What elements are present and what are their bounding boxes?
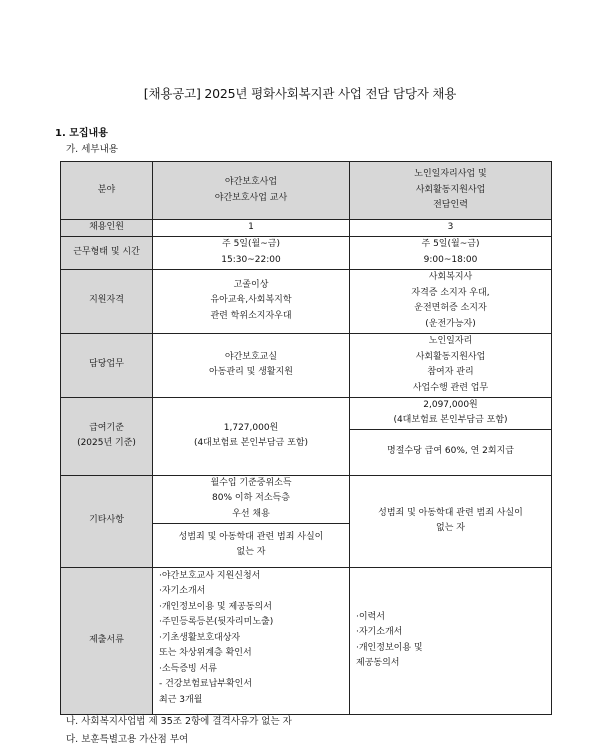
cell: 사회복지사 자격증 소지자 우대, 운전면허증 소지자 (운전가능자) bbox=[350, 269, 552, 333]
note-eligibility: 나. 사회복지사업법 제 35조 2항에 결격사유가 없는 자 bbox=[66, 716, 292, 727]
row-label-etc: 기타사항 bbox=[61, 475, 153, 567]
row-label-work: 근무형태 및 시간 bbox=[61, 236, 153, 269]
documents-list-senior-jobs: ·이력서 ·자기소개서 ·개인정보이용 및 제공동의서 bbox=[350, 567, 552, 714]
cell: 성범죄 및 아동학대 관련 범죄 사실이 없는 자 bbox=[153, 523, 350, 567]
page-title: [채용공고] 2025년 평화사회복지관 사업 전담 담당자 채용 bbox=[143, 86, 457, 101]
section-heading: 1. 모집내용 bbox=[55, 128, 108, 139]
header-field-label: 분야 bbox=[61, 162, 153, 220]
table-row bbox=[61, 397, 552, 429]
subsection-heading: 가. 세부내용 bbox=[66, 144, 118, 155]
cell: 주 5일(월~금) 9:00~18:00 bbox=[350, 236, 552, 269]
cell: 명절수당 급여 60%, 연 2회지급 bbox=[350, 429, 552, 475]
cell: 성범죄 및 아동학대 관련 범죄 사실이 없는 자 bbox=[350, 475, 552, 567]
row-label-qualification: 지원자격 bbox=[61, 269, 153, 333]
cell: 3 bbox=[350, 220, 552, 237]
table-row bbox=[61, 236, 552, 269]
table-row bbox=[61, 162, 552, 220]
cell: 2,097,000원 (4대보험료 본인부담금 포함) bbox=[350, 397, 552, 429]
row-label-salary: 급여기준 (2025년 기준) bbox=[61, 397, 153, 475]
row-label-headcount: 채용인원 bbox=[61, 220, 153, 237]
cell: 노인일자리 사회활동지원사업 참여자 관리 사업수행 관련 업무 bbox=[350, 333, 552, 397]
recruitment-table bbox=[60, 161, 552, 715]
row-label-documents: 제출서류 bbox=[61, 567, 153, 714]
cell: 고졸이상 유아교육,사회복지학 관련 학위소지자우대 bbox=[153, 269, 350, 333]
cell: 1,727,000원 (4대보험료 본인부담금 포함) bbox=[153, 397, 350, 475]
header-senior-jobs: 노인일자리사업 및 사회활동지원사업 전담인력 bbox=[350, 162, 552, 220]
table-row bbox=[61, 269, 552, 333]
table-row bbox=[61, 475, 552, 523]
row-label-duty: 담당업무 bbox=[61, 333, 153, 397]
cell: 주 5일(월~금) 15:30~22:00 bbox=[153, 236, 350, 269]
cell: 월수입 기준중위소득 80% 이하 저소득층 우선 채용 bbox=[153, 475, 350, 523]
documents-list-night-care: ·야간보호교사 지원신청서 ·자기소개서 ·개인정보이용 및 제공동의서 ·주민등록등본(뒷자리미노출) ·기초생활보호대상자 또는 차상위계층 확인서 ·소득증빙 서류 - 건강보험료납부확인서 최근 3개월 bbox=[153, 567, 350, 714]
cell: 야간보호교실 아동관리 및 생활지원 bbox=[153, 333, 350, 397]
note-veteran-bonus: 다. 보훈특별고용 가산점 부여 bbox=[66, 734, 189, 745]
cell: 1 bbox=[153, 220, 350, 237]
table-row bbox=[61, 567, 552, 714]
header-night-care: 야간보호사업 야간보호사업 교사 bbox=[153, 162, 350, 220]
table-row bbox=[61, 220, 552, 237]
table-row bbox=[61, 333, 552, 397]
